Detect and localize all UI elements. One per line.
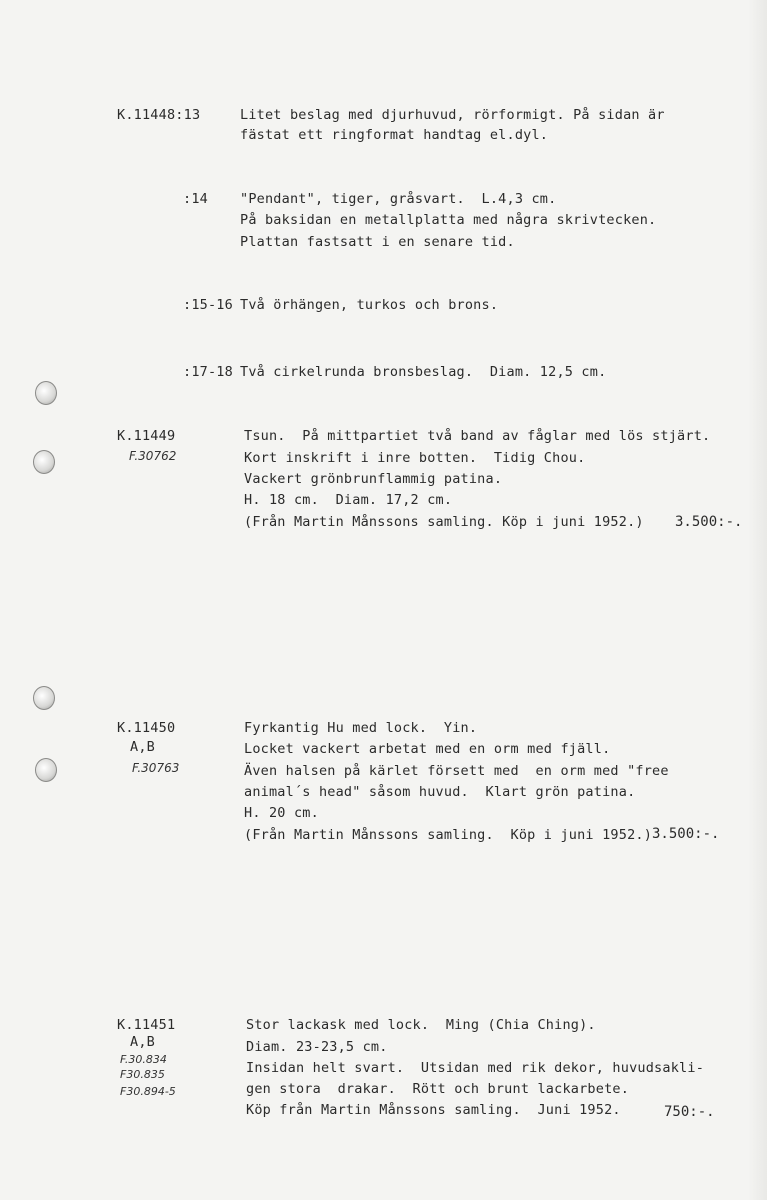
entry-id: K.11449 xyxy=(117,428,176,444)
entry-line: fästat ett ringformat handtag el.dyl. xyxy=(240,127,549,143)
handwritten-annotation: F.30762 xyxy=(129,449,177,463)
entry-subid: A,B xyxy=(130,739,155,755)
entry-id: :14 xyxy=(183,191,208,207)
entry-line: Tsun. På mittpartiet två band av fåglar med lös stjärt. xyxy=(244,428,711,444)
entry-line: gen stora drakar. Rött och brunt lackarbete. xyxy=(246,1081,630,1097)
entry-line: "Pendant", tiger, gråsvart. L.4,3 cm. xyxy=(240,191,557,207)
entry-id: K.11448:13 xyxy=(117,107,201,123)
entry-line: Två cirkelrunda bronsbeslag. Diam. 12,5 cm. xyxy=(240,364,607,380)
price: 750:-. xyxy=(664,1104,715,1120)
entry-id: :15-16 xyxy=(183,297,233,313)
binder-hole xyxy=(35,381,57,405)
handwritten-annotation: F30.835 xyxy=(120,1068,165,1081)
handwritten-annotation: F.30763 xyxy=(132,761,180,775)
price: 3.500:-. xyxy=(675,514,743,530)
entry-line: H. 20 cm. xyxy=(244,805,319,821)
handwritten-annotation: F30.894-5 xyxy=(120,1085,176,1098)
entry-line: Även halsen på kärlet försett med en orm med "free xyxy=(244,763,669,779)
entry-subid: A,B xyxy=(130,1034,155,1050)
entry-line: Köp från Martin Månssons samling. Juni 1952. xyxy=(246,1102,621,1118)
entry-line: (Från Martin Månssons samling. Köp i juni 1952.) xyxy=(244,827,653,843)
binder-hole xyxy=(33,686,55,710)
entry-line: Kort inskrift i inre botten. Tidig Chou. xyxy=(244,450,586,466)
entry-line: H. 18 cm. Diam. 17,2 cm. xyxy=(244,492,453,508)
entry-id: K.11450 xyxy=(117,720,176,736)
binder-hole xyxy=(33,450,55,474)
entry-line: Plattan fastsatt i en senare tid. xyxy=(240,234,515,250)
entry-line: Fyrkantig Hu med lock. Yin. xyxy=(244,720,478,736)
entry-line: (Från Martin Månssons samling. Köp i juni 1952.) xyxy=(244,514,644,530)
entry-line: Diam. 23-23,5 cm. xyxy=(246,1039,388,1055)
entry-id: :17-18 xyxy=(183,364,233,380)
entry-line: På baksidan en metallplatta med några skrivtecken. xyxy=(240,212,657,228)
binder-hole xyxy=(35,758,57,782)
entry-line: Insidan helt svart. Utsidan med rik dekor, huvudsakli- xyxy=(246,1060,705,1076)
entry-line: animal´s head" såsom huvud. Klart grön patina. xyxy=(244,784,636,800)
entry-line: Vackert grönbrunflammig patina. xyxy=(244,471,503,487)
handwritten-annotation: F.30.834 xyxy=(120,1053,167,1066)
page-edge xyxy=(748,0,767,1200)
entry-line: Locket vackert arbetat med en orm med fjäll. xyxy=(244,741,611,757)
entry-line: Stor lackask med lock. Ming (Chia Ching). xyxy=(246,1017,596,1033)
price: 3.500:-. xyxy=(652,826,720,842)
entry-id: K.11451 xyxy=(117,1017,176,1033)
entry-line: Litet beslag med djurhuvud, rörformigt. På sidan är xyxy=(240,107,665,123)
entry-line: Två örhängen, turkos och brons. xyxy=(240,297,499,313)
